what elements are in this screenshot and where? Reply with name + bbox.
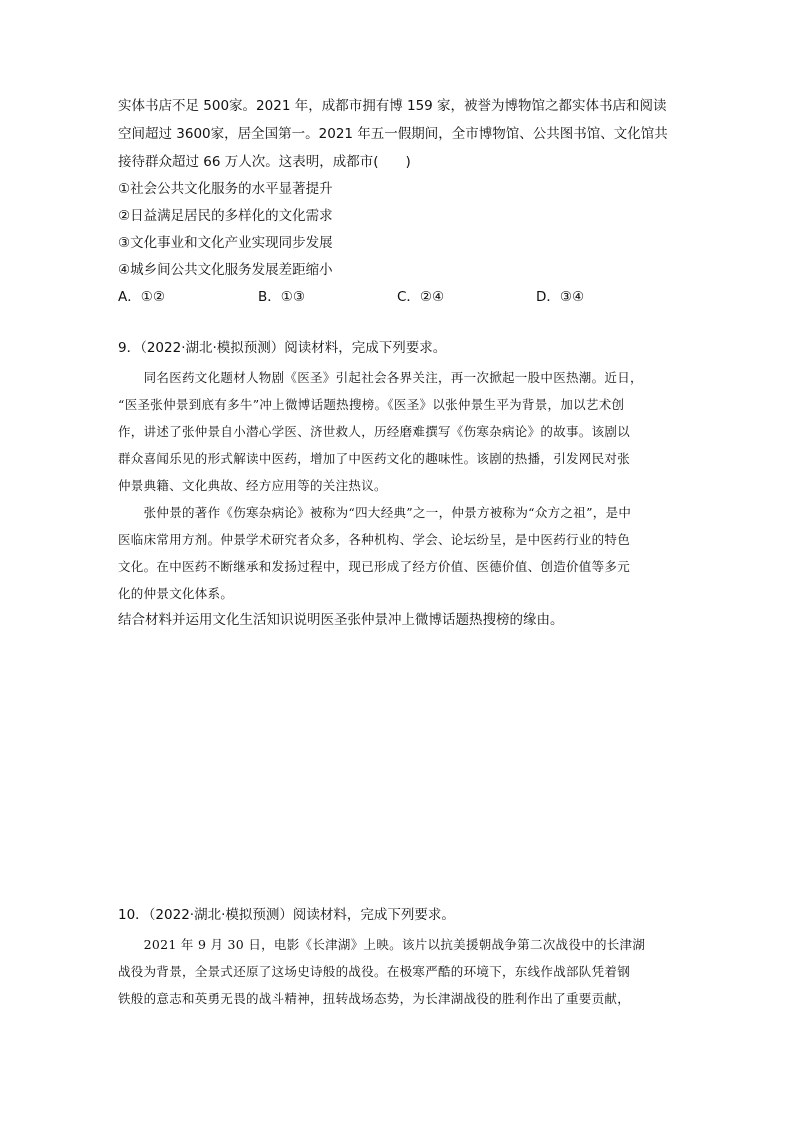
q9-header: 9．（2022·湖北·模拟预测）阅读材料，完成下列要求。 [118, 340, 447, 356]
q9-material-line-4: 群众喜闻乐见的形式解读中医药，增加了中医药文化的趣味性。该剧的热播，引发网民对张 [118, 451, 631, 466]
q8-option-b: B．①③ [258, 289, 305, 305]
q8-option-c: C．②④ [397, 289, 445, 305]
q9-material-line-9: 化的仲景文化体系。 [118, 586, 234, 601]
q10-header: 10．（2022·湖北·模拟预测）阅读材料，完成下列要求。 [118, 907, 455, 923]
q9-question: 结合材料并运用文化生活知识说明医圣张仲景冲上微博话题热搜榜的缘由。 [118, 612, 564, 628]
q10-material-line-1: 2021 年 9 月 30 日，电影《长津湖》上映。该片以抗美援朝战争第二次战役中的长津湖 [118, 937, 646, 952]
q9-material-line-2: “医圣张仲景到底有多牛”冲上微博话题热搜榜。《医圣》以张仲景生平为背景，加以艺术创 [118, 397, 625, 412]
q10-material-line-2: 战役为背景，全景式还原了这场史诗般的战役。在极寒严酷的环境下，东线作战部队凭着钢 [118, 964, 631, 979]
q8-text-line-2: 空间超过 3600家，居全国第一。2021 年五一假期间，全市博物馆、公共图书馆、文化馆共 [118, 126, 668, 142]
q9-material-line-7: 医临床常用方剂。仲景学术研究者众多，各种机构、学会、论坛纷呈，是中医药行业的特色 [118, 532, 631, 547]
q9-material-line-3: 作，讲述了张仲景自小潜心学医、济世救人，历经磨难撰写《伤寒杂病论》的故事。该剧以 [118, 424, 631, 439]
q8-statement-4: ④城乡间公共文化服务发展差距缩小 [118, 262, 333, 278]
q8-statement-1: ①社会公共文化服务的水平显著提升 [118, 181, 333, 197]
q8-option-a: A．①② [118, 289, 165, 305]
q9-material-line-1: 同名医药文化题材人物剧《医圣》引起社会各界关注，再一次掀起一股中医热潮。近日， [118, 370, 643, 385]
q8-statement-2: ②日益满足居民的多样化的文化需求 [118, 208, 333, 224]
q9-material-line-8: 文化。在中医药不断继承和发扬过程中，现已形成了经方价值、医德价值、创造价值等多元 [118, 559, 631, 574]
q8-statement-3: ③文化事业和文化产业实现同步发展 [118, 235, 333, 251]
q9-material-line-6: 张仲景的著作《伤寒杂病论》被称为“四大经典”之一，仲景方被称为“众方之祖”，是中 [118, 505, 632, 520]
q10-material-line-3: 铁般的意志和英勇无畏的战斗精神，扭转战场态势，为长津湖战役的胜利作出了重要贡献， [118, 991, 631, 1006]
q8-option-d: D．③④ [536, 289, 585, 305]
q8-text-line-1: 实体书店不足 500家。2021 年，成都市拥有博 159 家，被誉为博物馆之都实体书店和阅读 [118, 98, 667, 114]
q9-material-line-5: 仲景典籍、文化典故、经方应用等的关注热议。 [118, 478, 387, 493]
q8-text-line-3: 接待群众超过 66 万人次。这表明，成都市( ) [118, 154, 411, 170]
